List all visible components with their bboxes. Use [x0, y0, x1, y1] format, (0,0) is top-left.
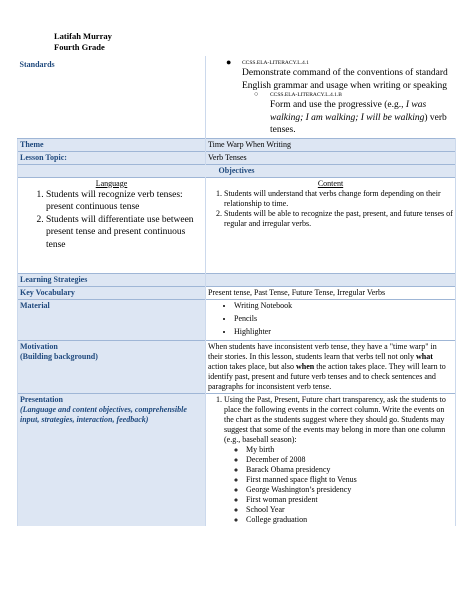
language-heading: Language — [95, 178, 128, 188]
vocab-value: Present tense, Past Tense, Future Tense, Irregular Verbs — [206, 286, 456, 299]
content-heading: Content — [317, 178, 344, 188]
standard-sub-text-example: I was walking; I am walking; I will be walking — [270, 100, 427, 123]
standard-sub-code: CCSS.ELA-LITERACY.L.4.1.B — [270, 92, 342, 98]
material-item: • Highlighter — [234, 327, 453, 337]
objectives-row — [18, 177, 456, 273]
presentation-labels — [18, 393, 206, 526]
grade-level: Fourth Grade — [54, 42, 105, 52]
event-item: ◦ First manned space flight to Venus — [246, 475, 453, 485]
content-item: 2. Students will be able to recognize the past, present, and future tenses of regular and irregular verbs. — [224, 209, 453, 229]
motivation-text-part: the action takes place. They will learn to identify past, present and future verb tenses and to check sentences and paragraphs for inconsistent verb tense. — [208, 361, 446, 391]
standard-sub-code-item — [208, 92, 454, 99]
motivation-sublabel: (Building background) — [20, 351, 98, 361]
event-item: ◦ College graduation — [246, 515, 453, 525]
presentation-content — [206, 393, 456, 526]
material-item: • Writing Notebook — [234, 301, 453, 311]
event-item: ◦ My birth — [246, 445, 453, 455]
strategies-row — [18, 273, 456, 286]
motivation-label: Motivation — [20, 341, 58, 351]
presentation-step — [224, 395, 453, 525]
standard-sub-text — [208, 99, 454, 137]
standard-main-code-item — [208, 57, 454, 67]
motivation-emphasis-what: what — [415, 351, 433, 361]
topic-row — [18, 151, 456, 164]
vocab-row — [18, 286, 456, 299]
motivation-row — [18, 340, 456, 393]
teacher-name: Latifah Murray — [54, 31, 112, 41]
motivation-text-part: When students have inconsistent verb tense, they have a "time warp" in their stories. In this lesson, students learn that verbs tell not only — [208, 341, 437, 361]
content-objectives — [206, 177, 456, 273]
standard-sub-text-post: ) verb tenses. — [270, 112, 447, 135]
language-item: 2. Students will differentiate use between present tense and present continuous tense — [46, 214, 203, 252]
strategies-label: Learning Strategies — [18, 273, 206, 286]
language-item: 1. Students will recognize verb tenses: present continuous tense — [46, 189, 203, 214]
lesson-plan-table — [17, 56, 456, 526]
presentation-row — [18, 393, 456, 526]
event-item: ◦ First woman president — [246, 495, 453, 505]
topic-label: Lesson Topic: — [18, 151, 206, 164]
theme-label: Theme — [18, 138, 206, 151]
strategies-value — [206, 273, 456, 286]
theme-row — [18, 138, 456, 151]
presentation-sublabel: (Language and content objectives, comprehensible input, strategies, interaction, feedback) — [20, 404, 187, 424]
language-list — [20, 189, 203, 252]
circle-bullet-icon: ○ — [254, 90, 259, 98]
material-list — [208, 301, 453, 337]
standards-row — [18, 56, 456, 138]
topic-value: Verb Tenses — [206, 151, 456, 164]
material-item: • Pencils — [234, 314, 453, 324]
content-list — [208, 189, 453, 229]
standard-sub-text-pre: Form and use the progressive (e.g., — [270, 100, 406, 110]
event-item: ◦ December of 2008 — [246, 455, 453, 465]
material-row — [18, 299, 456, 340]
vocab-label: Key Vocabulary — [18, 286, 206, 299]
content-item: 1. Students will understand that verbs change form depending on their relationship to time. — [224, 189, 453, 209]
presentation-step-text: Using the Past, Present, Future chart transparency, ask the students to place the following events in the correct column. Write the events on the chart as the students suggest where they should go. Students may suggest that some of the events may belong in more than one column (e.g., baseball season): — [224, 394, 446, 444]
standard-main-code: CCSS.ELA-LITERACY.L.4.1 — [242, 60, 309, 66]
objectives-heading-row — [18, 164, 456, 177]
theme-value: Time Warp When Writing — [206, 138, 456, 151]
motivation-text — [206, 340, 456, 393]
event-item: ◦ George Washington’s presidency — [246, 485, 453, 495]
language-objectives — [18, 177, 206, 273]
material-content — [206, 299, 456, 340]
motivation-text-part: action takes place, but also — [208, 361, 296, 371]
motivation-labels — [18, 340, 206, 393]
event-item: ◦ School Year — [246, 505, 453, 515]
document-header — [54, 31, 112, 53]
objectives-label: Objectives — [18, 164, 456, 177]
material-label: Material — [18, 299, 206, 340]
presentation-steps — [208, 395, 453, 525]
standards-content — [206, 56, 456, 138]
standard-main-text: Demonstrate command of the conventions of standard English grammar and usage when writing or speaking — [242, 68, 448, 91]
presentation-label: Presentation — [20, 394, 63, 404]
bullet-icon: ● — [226, 57, 232, 67]
motivation-emphasis-when: when — [295, 361, 315, 371]
event-item: ◦ Barack Obama presidency — [246, 465, 453, 475]
event-list — [224, 445, 453, 525]
standards-label: Standards — [18, 56, 206, 138]
